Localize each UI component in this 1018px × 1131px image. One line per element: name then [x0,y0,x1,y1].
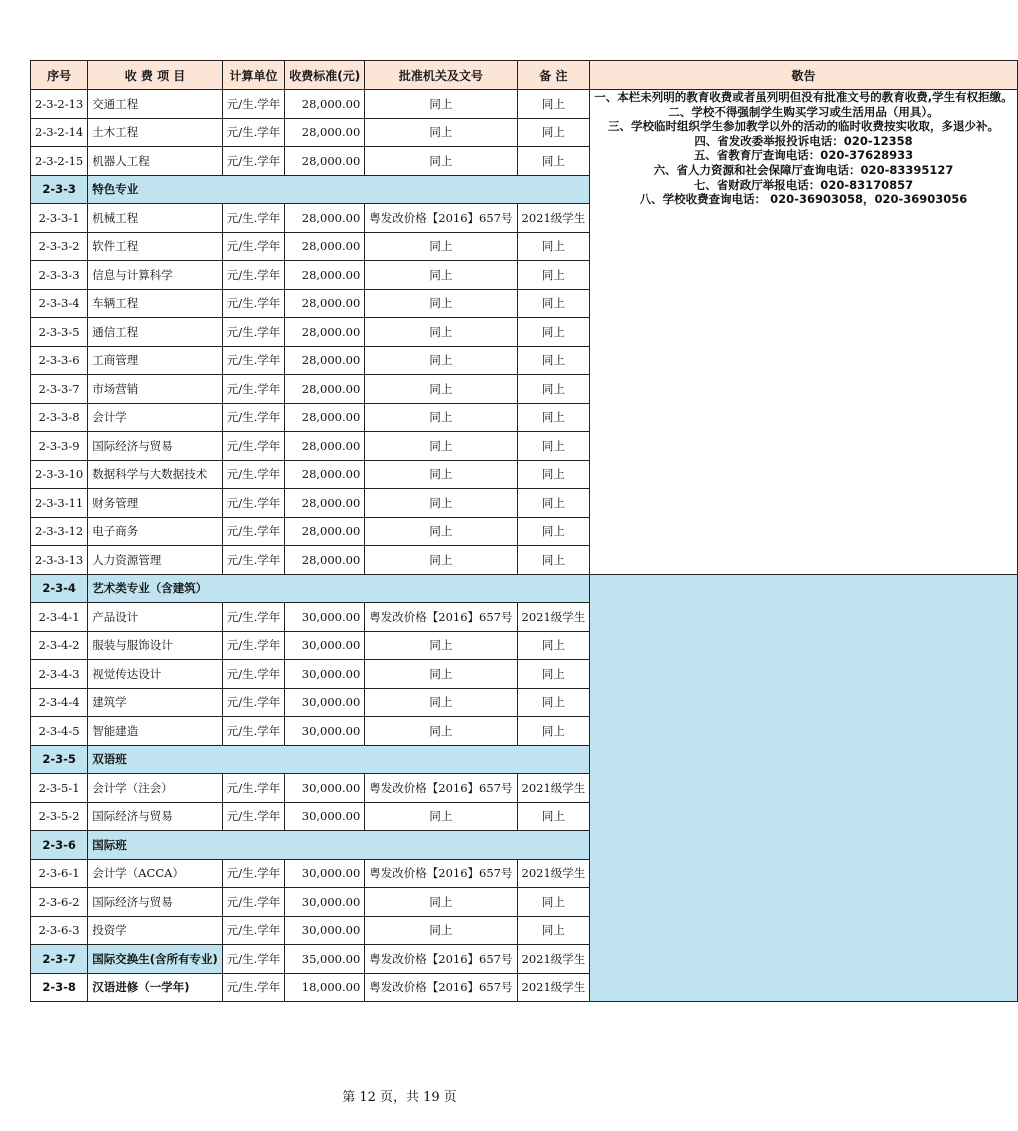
row-code: 2-3-6-2 [31,888,88,917]
row-note: 同上 [517,403,590,432]
row-price: 28,000.00 [285,289,365,318]
row-note: 同上 [517,261,590,290]
row-note: 同上 [517,432,590,461]
row-unit: 元/生.学年 [222,688,285,717]
row-price: 28,000.00 [285,204,365,233]
notice-line: 四、省发改委举报投诉电话：020-12358 [694,133,913,148]
row-code: 2-3-3-4 [31,289,88,318]
row-unit: 元/生.学年 [222,375,285,404]
row-price: 28,000.00 [285,375,365,404]
fee-table [30,60,1018,1002]
header-price: 收费标准(元) [285,61,365,90]
row-authority: 同上 [365,346,517,375]
row-note: 2021级学生 [517,603,590,632]
row-unit: 元/生.学年 [222,261,285,290]
row-unit: 元/生.学年 [222,546,285,575]
row-price: 30,000.00 [285,774,365,803]
row-code: 2-3-3-12 [31,517,88,546]
row-authority: 同上 [365,289,517,318]
row-authority: 同上 [365,916,517,945]
row-item-name: 汉语进修（一学年) [88,973,223,1002]
row-unit: 元/生.学年 [222,90,285,119]
row-unit: 元/生.学年 [222,717,285,746]
row-item-name: 机器人工程 [88,147,223,176]
row-item-name: 市场营销 [88,375,223,404]
row-unit: 元/生.学年 [222,403,285,432]
notice-line: 六、省人力资源和社会保障厅查询电话：020-83395127 [653,162,954,177]
row-unit: 元/生.学年 [222,489,285,518]
row-code: 2-3-3-2 [31,232,88,261]
row-authority: 同上 [365,802,517,831]
row-code: 2-3-8 [31,973,88,1002]
row-price: 28,000.00 [285,90,365,119]
row-unit: 元/生.学年 [222,118,285,147]
row-item-name: 建筑学 [88,688,223,717]
row-item-name: 电子商务 [88,517,223,546]
row-unit: 元/生.学年 [222,916,285,945]
notice-column-blank [590,574,1017,1002]
row-authority: 同上 [365,517,517,546]
row-note: 同上 [517,888,590,917]
table-row [31,90,1018,119]
section-title: 特色专业 [88,175,590,204]
row-note: 同上 [517,318,590,347]
row-authority: 同上 [365,118,517,147]
row-price: 30,000.00 [285,888,365,917]
row-price: 28,000.00 [285,432,365,461]
row-code: 2-3-6-3 [31,916,88,945]
row-price: 30,000.00 [285,688,365,717]
row-price: 28,000.00 [285,489,365,518]
row-note: 同上 [517,232,590,261]
row-price: 28,000.00 [285,318,365,347]
row-code: 2-3-3-13 [31,546,88,575]
row-note: 同上 [517,289,590,318]
row-note: 2021级学生 [517,945,590,974]
header-note: 备 注 [517,61,590,90]
notice-panel [590,90,1017,575]
row-code: 2-3-3-10 [31,460,88,489]
row-item-name: 会计学（ACCA） [88,859,223,888]
row-code: 2-3-4-5 [31,717,88,746]
row-code: 2-3-5-1 [31,774,88,803]
row-authority: 粤发改价格【2016】657号 [365,603,517,632]
row-item-name: 会计学（注会） [88,774,223,803]
row-note: 同上 [517,90,590,119]
notice-line: 二、学校不得强制学生购买学习或生活用品（用具）。 [668,104,939,119]
row-note: 同上 [517,802,590,831]
row-note: 同上 [517,460,590,489]
row-code: 2-3-6-1 [31,859,88,888]
row-item-name: 车辆工程 [88,289,223,318]
notice-line: 五、省教育厅查询电话：020-37628933 [693,148,914,163]
row-item-name: 工商管理 [88,346,223,375]
row-item-name: 国际经济与贸易 [88,888,223,917]
row-authority: 同上 [365,660,517,689]
row-price: 28,000.00 [285,517,365,546]
row-unit: 元/生.学年 [222,888,285,917]
row-code: 2-3-3-8 [31,403,88,432]
row-authority: 同上 [365,403,517,432]
row-authority: 粤发改价格【2016】657号 [365,774,517,803]
row-price: 35,000.00 [285,945,365,974]
row-code: 2-3-3-3 [31,261,88,290]
header-authority: 批准机关及文号 [365,61,517,90]
row-unit: 元/生.学年 [222,204,285,233]
row-authority: 粤发改价格【2016】657号 [365,859,517,888]
row-note: 同上 [517,375,590,404]
row-price: 30,000.00 [285,916,365,945]
row-unit: 元/生.学年 [222,289,285,318]
row-note: 同上 [517,631,590,660]
row-unit: 元/生.学年 [222,318,285,347]
row-price: 30,000.00 [285,802,365,831]
section-code: 2-3-6 [31,831,88,860]
row-authority: 同上 [365,147,517,176]
row-authority: 同上 [365,546,517,575]
row-note: 2021级学生 [517,204,590,233]
row-price: 30,000.00 [285,660,365,689]
notice-line: 七、省财政厅举报电话：020-83170857 [693,177,914,192]
row-authority: 同上 [365,631,517,660]
row-price: 28,000.00 [285,261,365,290]
row-note: 同上 [517,346,590,375]
row-unit: 元/生.学年 [222,859,285,888]
row-authority: 粤发改价格【2016】657号 [365,204,517,233]
row-unit: 元/生.学年 [222,603,285,632]
row-price: 18,000.00 [285,973,365,1002]
row-item-name: 视觉传达设计 [88,660,223,689]
row-price: 30,000.00 [285,603,365,632]
section-code: 2-3-3 [31,175,88,204]
row-code: 2-3-3-5 [31,318,88,347]
row-item-name: 软件工程 [88,232,223,261]
row-unit: 元/生.学年 [222,432,285,461]
row-unit: 元/生.学年 [222,232,285,261]
row-authority: 同上 [365,688,517,717]
row-authority: 同上 [365,460,517,489]
row-code: 2-3-3-1 [31,204,88,233]
row-authority: 同上 [365,888,517,917]
notice-line: 三、学校临时组织学生参加教学以外的活动的临时收费按实收取，多退少补。 [607,119,999,134]
header-item: 收 费 项 目 [88,61,223,90]
row-price: 28,000.00 [285,346,365,375]
row-item-name: 国际经济与贸易 [88,802,223,831]
row-price: 28,000.00 [285,147,365,176]
row-unit: 元/生.学年 [222,945,285,974]
header-notice: 敬告 [590,61,1017,90]
fee-table-sheet [30,60,1018,1002]
row-note: 同上 [517,688,590,717]
row-code: 2-3-7 [31,945,88,974]
row-note: 同上 [517,147,590,176]
row-code: 2-3-4-4 [31,688,88,717]
notice-line: 八、学校收费查询电话： 020-36903058，020-36903056 [639,192,968,207]
row-code: 2-3-3-6 [31,346,88,375]
row-code: 2-3-2-14 [31,118,88,147]
row-code: 2-3-4-2 [31,631,88,660]
row-code: 2-3-4-1 [31,603,88,632]
row-item-name: 数据科学与大数据技术 [88,460,223,489]
row-item-name: 机械工程 [88,204,223,233]
row-unit: 元/生.学年 [222,460,285,489]
section-code: 2-3-4 [31,574,88,603]
row-unit: 元/生.学年 [222,631,285,660]
row-authority: 同上 [365,489,517,518]
row-unit: 元/生.学年 [222,973,285,1002]
row-authority: 同上 [365,432,517,461]
row-unit: 元/生.学年 [222,147,285,176]
table-header-row [31,61,1018,90]
row-code: 2-3-2-13 [31,90,88,119]
row-price: 28,000.00 [285,118,365,147]
row-authority: 同上 [365,90,517,119]
row-item-name: 通信工程 [88,318,223,347]
row-price: 30,000.00 [285,631,365,660]
row-item-name: 国际经济与贸易 [88,432,223,461]
row-price: 28,000.00 [285,232,365,261]
row-unit: 元/生.学年 [222,517,285,546]
row-authority: 同上 [365,318,517,347]
section-title: 艺术类专业（含建筑） [88,574,590,603]
row-item-name: 会计学 [88,403,223,432]
row-item-name: 人力资源管理 [88,546,223,575]
fee-table-body [31,90,1018,1002]
row-item-name: 投资学 [88,916,223,945]
row-note: 同上 [517,489,590,518]
row-item-name: 服装与服饰设计 [88,631,223,660]
row-note: 同上 [517,517,590,546]
header-unit: 计算单位 [222,61,285,90]
row-unit: 元/生.学年 [222,660,285,689]
row-price: 28,000.00 [285,460,365,489]
row-authority: 同上 [365,375,517,404]
row-note: 同上 [517,546,590,575]
row-note: 2021级学生 [517,774,590,803]
row-note: 同上 [517,118,590,147]
row-price: 30,000.00 [285,859,365,888]
row-authority: 同上 [365,261,517,290]
row-price: 30,000.00 [285,717,365,746]
row-price: 28,000.00 [285,546,365,575]
section-row [31,574,1018,603]
row-unit: 元/生.学年 [222,774,285,803]
notice-line: 一、本栏未列明的教育收费或者虽列明但没有批准文号的教育收费,学生有权拒缴。 [594,90,1013,104]
row-unit: 元/生.学年 [222,346,285,375]
row-item-name: 产品设计 [88,603,223,632]
row-authority: 粤发改价格【2016】657号 [365,973,517,1002]
row-item-name: 土木工程 [88,118,223,147]
row-price: 28,000.00 [285,403,365,432]
row-note: 同上 [517,717,590,746]
row-note: 同上 [517,660,590,689]
row-note: 2021级学生 [517,973,590,1002]
row-code: 2-3-5-2 [31,802,88,831]
section-title: 双语班 [88,745,590,774]
row-code: 2-3-3-7 [31,375,88,404]
page-footer: 第 12 页，共 19 页 [342,1090,457,1105]
section-title: 国际班 [88,831,590,860]
row-item-name: 信息与计算科学 [88,261,223,290]
header-code: 序号 [31,61,88,90]
section-code: 2-3-5 [31,745,88,774]
row-authority: 粤发改价格【2016】657号 [365,945,517,974]
row-code: 2-3-3-11 [31,489,88,518]
row-code: 2-3-4-3 [31,660,88,689]
row-authority: 同上 [365,717,517,746]
row-item-name: 交通工程 [88,90,223,119]
row-item-name: 智能建造 [88,717,223,746]
row-item-name: 财务管理 [88,489,223,518]
row-note: 2021级学生 [517,859,590,888]
row-note: 同上 [517,916,590,945]
row-item-name: 国际交换生(含所有专业) [88,945,223,974]
row-code: 2-3-3-9 [31,432,88,461]
row-unit: 元/生.学年 [222,802,285,831]
row-authority: 同上 [365,232,517,261]
row-code: 2-3-2-15 [31,147,88,176]
